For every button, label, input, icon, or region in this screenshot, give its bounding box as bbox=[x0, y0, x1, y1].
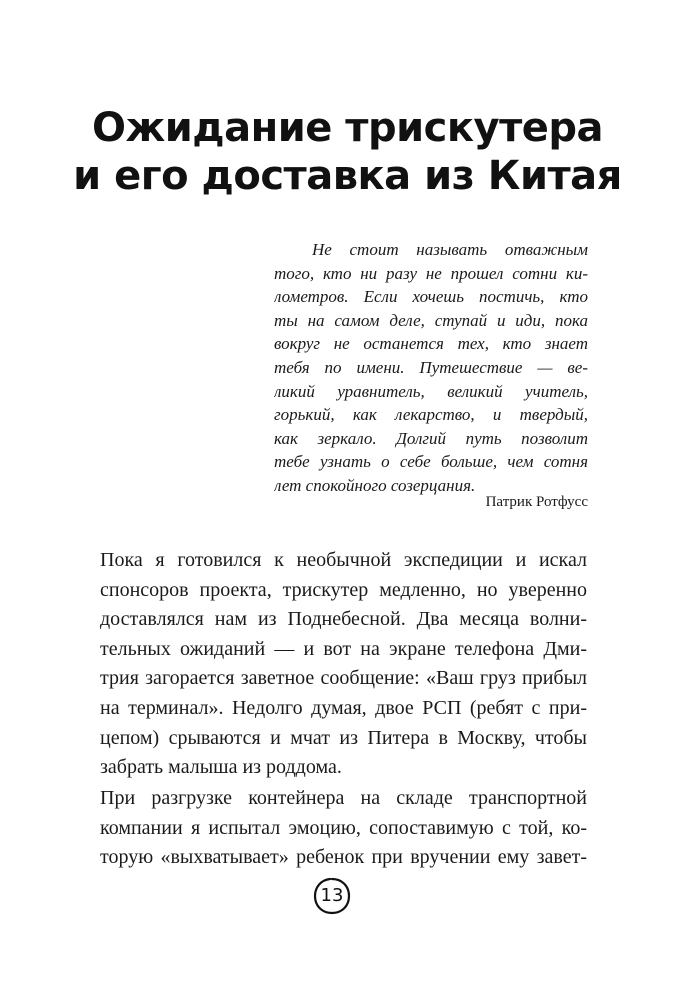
epigraph-line: горький, как лекарство, и твердый, bbox=[274, 405, 588, 425]
body-paragraph-1 bbox=[100, 546, 587, 783]
body-line: спонсоров проекта, трискутер медленно, но уверенно bbox=[100, 578, 587, 601]
epigraph-line: вокруг не останется тех, кто знает bbox=[274, 334, 588, 354]
epigraph-line: лометров. Если хочешь постичь, кто bbox=[274, 287, 588, 307]
body-line: забрать малыша из роддома. bbox=[100, 756, 342, 779]
body-line: тельных ожиданий — и вот на экране телефона Дми- bbox=[100, 637, 587, 660]
body-line: компании я испытал эмоцию, сопоставимую с той, ко- bbox=[100, 816, 587, 839]
chapter-title-line-2: и его доставка из Китая bbox=[73, 153, 622, 199]
epigraph-author: Патрик Ротфусс bbox=[485, 494, 588, 510]
body-line: цепом) срываются и мчат из Питера в Москву, чтобы bbox=[100, 726, 587, 749]
epigraph-line: ликий уравнитель, великий учитель, bbox=[274, 381, 588, 401]
epigraph-line: Не стоит называть отважным bbox=[312, 240, 588, 259]
body-line: доставлялся нам из Поднебесной. Два месяца волни- bbox=[100, 608, 587, 631]
body-line: Пока я готовился к необычной экспедиции и искал bbox=[100, 549, 587, 571]
body-line: торую «выхватывает» ребенок при вручении ему завет- bbox=[100, 846, 587, 869]
body-paragraph-2 bbox=[100, 784, 587, 873]
body-line: При разгрузке контейнера на складе транспортной bbox=[100, 787, 587, 809]
page-number-text: 13 bbox=[320, 885, 344, 906]
epigraph bbox=[274, 238, 588, 498]
epigraph-line: лет спокойного созерцания. bbox=[274, 475, 476, 495]
body-line: на терминал». Недолго думая, двое РСП (ребят с при- bbox=[100, 696, 587, 719]
epigraph-line: того, кто ни разу не прошел сотни ки- bbox=[274, 263, 588, 283]
chapter-title-line-1: Ожидание трискутера bbox=[91, 105, 604, 151]
body-line: трия загорается заветное сообщение: «Ваш груз прибыл bbox=[100, 667, 587, 690]
epigraph-line: как зеркало. Долгий путь позволит bbox=[274, 428, 588, 448]
page-number bbox=[312, 876, 352, 916]
epigraph-line: тебе узнать о себе больше, чем сотня bbox=[274, 452, 588, 472]
epigraph-line: ты на самом деле, ступай и иди, пока bbox=[274, 310, 588, 330]
epigraph-line: тебя по имени. Путешествие — ве- bbox=[274, 357, 588, 377]
